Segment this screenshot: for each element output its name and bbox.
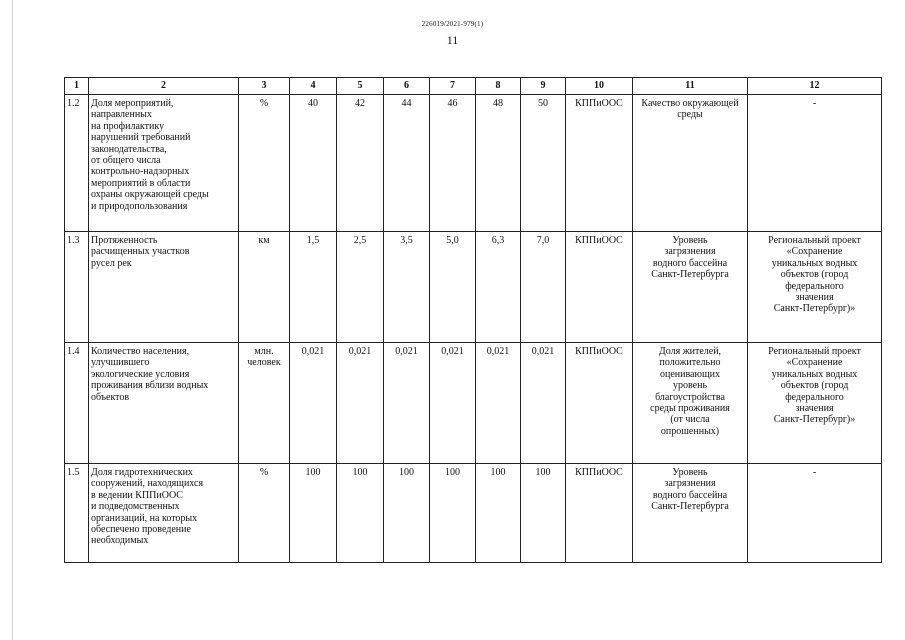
value-cell: 40 [290, 95, 337, 232]
page-number: 11 [446, 33, 459, 47]
column-header: 1 [65, 78, 89, 95]
project-cell: - [748, 464, 882, 563]
value-cell: 100 [337, 464, 384, 563]
header-row [65, 78, 882, 95]
column-header: 9 [521, 78, 566, 95]
value-cell: 7,0 [521, 232, 566, 343]
value-cell: 100 [521, 464, 566, 563]
row-number: 1.4 [65, 343, 89, 464]
target-indicator-cell: Уровень загрязнения водного бассейна Санкт-Петербурга [633, 464, 748, 563]
project-cell: - [748, 95, 882, 232]
organization-cell: КППиООС [566, 464, 633, 563]
project-cell: Региональный проект «Сохранение уникальных водных объектов (город федерального значения Санкт-Петербург)» [748, 343, 882, 464]
unit-cell: % [239, 464, 290, 563]
unit-cell: % [239, 95, 290, 232]
value-cell: 44 [384, 95, 430, 232]
value-cell: 0,021 [476, 343, 521, 464]
column-header: 6 [384, 78, 430, 95]
scan-edge-line [12, 0, 13, 640]
value-cell: 100 [290, 464, 337, 563]
column-header: 10 [566, 78, 633, 95]
organization-cell: КППиООС [566, 232, 633, 343]
value-cell: 3,5 [384, 232, 430, 343]
value-cell: 50 [521, 95, 566, 232]
row-number: 1.3 [65, 232, 89, 343]
target-indicator-cell: Доля жителей, положительно оценивающих уровень благоустройства среды проживания (от числа опрошенных) [633, 343, 748, 464]
indicator-name: Доля гидротехнических сооружений, находящихся в ведении КППиООС и подведомственных организаций, на которых обеспечено проведение необходимых [89, 464, 239, 563]
value-cell: 0,021 [384, 343, 430, 464]
value-cell: 0,021 [430, 343, 476, 464]
row-number: 1.5 [65, 464, 89, 563]
value-cell: 0,021 [521, 343, 566, 464]
row-number: 1.2 [65, 95, 89, 232]
table-row [65, 232, 882, 343]
target-indicator-cell: Качество окружающей среды [633, 95, 748, 232]
unit-cell: км [239, 232, 290, 343]
value-cell: 2,5 [337, 232, 384, 343]
value-cell: 100 [430, 464, 476, 563]
column-header: 11 [633, 78, 748, 95]
indicator-table [64, 77, 882, 563]
column-header: 12 [748, 78, 882, 95]
target-indicator-cell: Уровень загрязнения водного бассейна Санкт-Петербурга [633, 232, 748, 343]
column-header: 4 [290, 78, 337, 95]
value-cell: 42 [337, 95, 384, 232]
column-header: 3 [239, 78, 290, 95]
document-id: 226019/2021-979(1) [421, 20, 484, 28]
value-cell: 100 [384, 464, 430, 563]
value-cell: 100 [476, 464, 521, 563]
value-cell: 48 [476, 95, 521, 232]
indicator-name: Количество населения, улучшившего экологические условия проживания вблизи водных объектов [89, 343, 239, 464]
value-cell: 5,0 [430, 232, 476, 343]
value-cell: 1,5 [290, 232, 337, 343]
table-row [65, 343, 882, 464]
table-row [65, 95, 882, 232]
organization-cell: КППиООС [566, 343, 633, 464]
indicator-name: Доля мероприятий, направленных на профилактику нарушений требований законодательства, от общего числа контрольно-надзорных мероприятий в области охраны окружающей среды и природопользования [89, 95, 239, 232]
organization-cell: КППиООС [566, 95, 633, 232]
unit-cell: млн. человек [239, 343, 290, 464]
table-row [65, 464, 882, 563]
column-header: 5 [337, 78, 384, 95]
value-cell: 6,3 [476, 232, 521, 343]
value-cell: 0,021 [337, 343, 384, 464]
column-header: 8 [476, 78, 521, 95]
value-cell: 46 [430, 95, 476, 232]
column-header: 7 [430, 78, 476, 95]
column-header: 2 [89, 78, 239, 95]
project-cell: Региональный проект «Сохранение уникальных водных объектов (город федерального значения Санкт-Петербург)» [748, 232, 882, 343]
value-cell: 0,021 [290, 343, 337, 464]
indicator-name: Протяженность расчищенных участков русел рек [89, 232, 239, 343]
